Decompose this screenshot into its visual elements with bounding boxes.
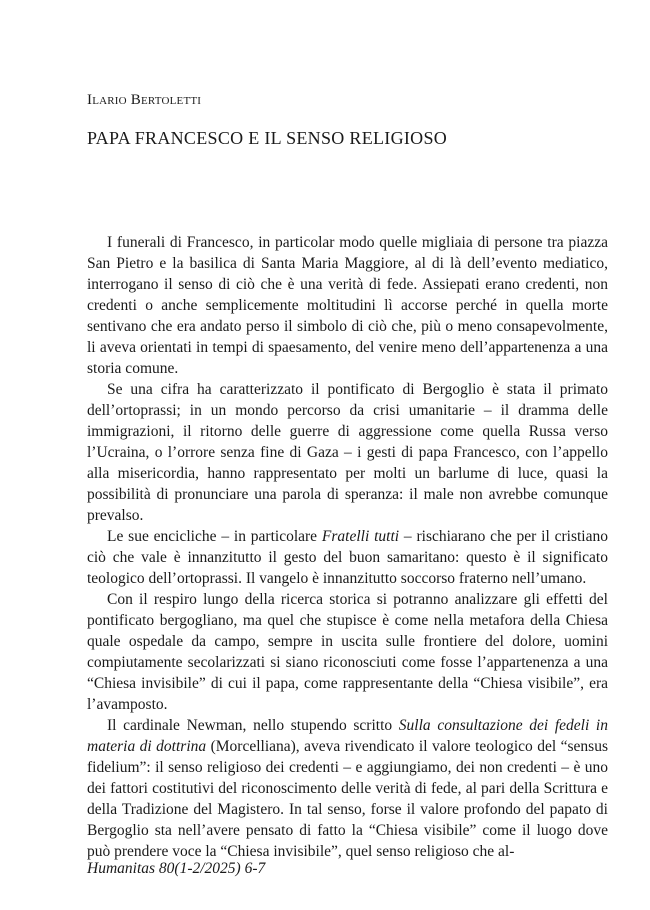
encyclical-title: Fratelli tutti [321,528,400,545]
paragraph-5-text-after: (Morcelliana), aveva rivendicato il valore teologico del “sensus fidelium”: il senso religioso dei credenti – e aggiungiamo, dei non credenti – è uno dei fattori costitutivi del riconoscimento delle verità di fede, al pari della Scrittura e della Tradizione del Magistero. In tal senso, forse il valore profondo del papato di Bergoglio sta nell’avere pensato di fatto la “Chiesa visibile” come il luogo dove può prendere voce la “Chiesa invisibile”, quel senso religioso che al- [87,738,609,860]
paragraph-3-text-before: Le sue encicliche – in particolare [107,528,322,545]
paragraph-3 [87,526,608,589]
paragraph-5 [87,715,608,862]
article-title: PAPA FRANCESCO E IL SENSO RELIGIOSO [87,128,448,148]
newman-work-title: Sulla consultazione dei fedeli in materia di dottrina [87,717,608,755]
journal-citation: Humanitas 80(1-2/2025) 6-7 [87,860,266,877]
article-body [87,232,608,862]
paragraph-2: Se una cifra ha caratterizzato il pontificato di Bergoglio è stata il primato dell’ortoprassi; in un mondo percorso da crisi umanitarie – il dramma delle immigrazioni, il ritorno delle guerre di aggressione come quella Russa verso l’Ucraina, o l’orrore senza fine di Gaza – i gesti di papa Francesco, con l’appello alla misericordia, hanno rappresentato per molti un barlume di luce, quasi la possibilità di pronunciare una parola di speranza: il male non avrebbe comunque prevalso. [87,381,608,524]
author-name: Ilario Bertoletti [87,92,202,108]
paragraph-4: Con il respiro lungo della ricerca storica si potranno analizzare gli effetti del pontificato bergogliano, ma quel che stupisce è come nella metafora della Chiesa quale ospedale da campo, sempre in uscita sulle frontiere del dolore, uomini compiutamente secolarizzati si siano riconosciuti come fosse l’appartenenza a una “Chiesa invisibile” di cui il papa, come rappresentante della “Chiesa visibile”, era l’avamposto. [87,591,608,713]
paragraph-1: I funerali di Francesco, in particolar modo quelle migliaia di persone tra piazza San Pietro e la basilica di Santa Maria Maggiore, al di là dell’evento mediatico, interrogano il senso di ciò che è una verità di fede. Assiepati erano credenti, non credenti o anche semplicemente moltitudini lì accorse perché in quella morte sentivano che era andato perso il simbolo di ciò che, più o meno consapevolmente, li aveva orientati in tempi di spaesamento, del venire meno dell’appartenenza a una storia comune. [87,234,608,377]
paragraph-3-text-after: – rischiarano che per il cristiano ciò che vale è innanzitutto il gesto del buon samaritano: questo è il significato teologico dell’ortoprassi. Il vangelo è innanzitutto soccorso fraterno nell’umano. [87,528,608,587]
paragraph-5-text-before: Il cardinale Newman, nello stupendo scritto [107,717,399,734]
